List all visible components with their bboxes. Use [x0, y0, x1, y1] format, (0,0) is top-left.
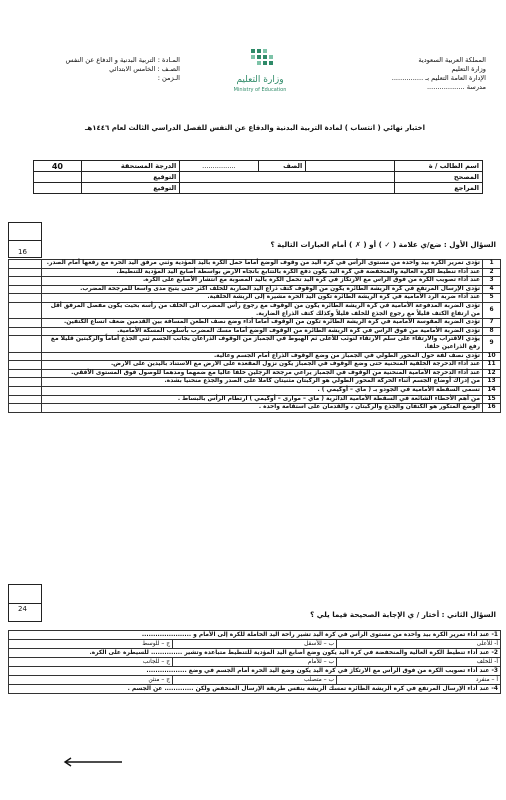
statement-row — [9, 361, 501, 370]
logo-subtext: Ministry of Education — [233, 87, 287, 93]
statement-text: من أهم الأخطاء الشائعة في السقطة الأمامية الدائرية ( ماي – موارى – أوكيمي ) ارتطام الرأس بالبساط . — [42, 395, 483, 404]
statement-row — [9, 260, 501, 269]
time-line: الـزمن : — [157, 74, 180, 82]
mcq-option[interactable]: ج – منثن — [9, 676, 173, 685]
statement-row — [9, 336, 501, 352]
reviewer-field[interactable] — [180, 183, 394, 194]
answer-cell[interactable] — [9, 386, 42, 395]
section1-score: 16 — [18, 248, 27, 256]
answer-cell[interactable] — [9, 319, 42, 328]
statement-number: 5 — [483, 294, 501, 303]
corrector-label: المصحح — [394, 172, 482, 183]
statement-text: تؤدى نصف لفة حول المحور الطولي في الجمباز من وضع الوقوف الذراع أمام الجسم وعالية. — [42, 352, 483, 361]
class-label: الصف — [258, 161, 306, 172]
header-school-info — [336, 56, 486, 92]
section2-score-box — [8, 584, 42, 622]
statement-number: 14 — [483, 386, 501, 395]
logo-text: وزارة التعليم — [236, 75, 284, 85]
header-line: المملكة العربية السعودية — [418, 56, 486, 64]
class-field[interactable]: ................ — [180, 161, 258, 172]
statement-text: الوضع المتكور هو الكتفان والجذع والركبتان ، والقدمان على استقامة واحدة . — [42, 404, 483, 413]
reviewer-label: المراجع — [394, 183, 482, 194]
corrector-signature-field[interactable] — [34, 172, 82, 183]
mcq-option[interactable]: أ- للخلف — [337, 658, 501, 667]
statement-row — [9, 404, 501, 413]
answer-cell[interactable] — [9, 352, 42, 361]
answer-cell[interactable] — [9, 294, 42, 303]
statement-row — [9, 319, 501, 328]
statement-row — [9, 285, 501, 294]
answer-cell[interactable] — [9, 369, 42, 378]
statement-text: عند أداء الدحرجة الخلفية المنحنية حتى وضع الوقوف في الجمباز يكون نزول المقعدة على الارض مع الاستناد باليدين على الارض. — [42, 361, 483, 370]
statement-number: 7 — [483, 319, 501, 328]
mcq-option[interactable]: ب – للأسفل — [173, 640, 337, 649]
mcq-options-row — [9, 640, 501, 649]
grade-line: الصـف : الخامس الابتدائي — [109, 65, 180, 73]
ministry-logo — [205, 47, 315, 97]
answer-cell[interactable] — [9, 327, 42, 336]
statement-number: 13 — [483, 378, 501, 387]
mcq-question: 3- عند أداء تصويب الكرة من فوق الرأس مع الارتكاز في كرة اليد يكون وضع اليد الحرة أمام الجسم في وضع .................. — [9, 667, 501, 676]
answer-cell[interactable] — [9, 268, 42, 277]
answer-cell[interactable] — [9, 395, 42, 404]
section2-table — [8, 630, 501, 694]
answer-cell[interactable] — [9, 404, 42, 413]
statement-number: 9 — [483, 336, 501, 352]
grade-label: الدرجة المستحقة — [81, 161, 180, 172]
section1-table — [8, 259, 501, 413]
mcq-question: 1- عند أداء تمرير الكرة بيد واحدة من مستوى الرأس في كرة اليد تشير راحة اليد الحاملة للكرة إلى الأمام و ...................... — [9, 631, 501, 640]
statement-row — [9, 277, 501, 286]
statement-number: 3 — [483, 277, 501, 286]
statement-text: تسمى السقطة الأمامية في الجودو بـ ( ماي – أوكيمي ) . — [42, 386, 483, 395]
mcq-question: 2- عند أداء تنطيط الكرة العالية والمنخفضة في كرة اليد يكون وضع أصابع اليد المؤدية للتنطيط متباعدة وتشير .............. للسيطرة على الكرة. — [9, 649, 501, 658]
student-name-field[interactable] — [306, 161, 394, 172]
section2-title: السؤال الثاني : أختار / ي الإجابة الصحيحة فيما يلي ؟ — [310, 610, 496, 619]
answer-cell[interactable] — [9, 285, 42, 294]
statement-text: يؤدي الاقتراب والارتقاء على سلم الارتقاء لنوثب للأعلى ثم الهبوط في الجمباز من الوقوف الذراعان بجانب الجسم ثني الجذع أماماً والركبتين قليلا مع رفع الذراعين خلفا. — [42, 336, 483, 352]
arrow-left-icon — [62, 757, 122, 767]
statement-number: 1 — [483, 260, 501, 269]
mcq-options-row — [9, 676, 501, 685]
statement-row — [9, 294, 501, 303]
statement-text: من إدراك أوضاع الجسم أثناء الحركة المحور الطولي هو الركبتان مثنيتان كاملا على الصدر والجذع منحنيا بشدة. — [42, 378, 483, 387]
statement-text: تؤدى تمرير الكرة بيد واحدة من مستوى الرأس في كرة اليد من وقوف الوضع أماما حمل الكرة باليد المؤدية وثني مرفق اليد الحرة مع رفعها أمام الصدر. — [42, 260, 483, 269]
student-name-label: اسم الطالب / ة — [394, 161, 482, 172]
logo-mark-icon — [247, 47, 297, 73]
statement-number: 11 — [483, 361, 501, 370]
statement-number: 10 — [483, 352, 501, 361]
header-line: الإدارة العامة التعليم بـ ............... — [391, 74, 486, 82]
statement-text: عند أداء تصويب الكرة من فوق الراس مع الارتكاز في كرة اليد تحمل الكرة باليد المصوبة مع انتشار الأصابع على الكرة. — [42, 277, 483, 286]
answer-cell[interactable] — [9, 260, 42, 269]
statement-text: تؤدى الإرسال المرتفع في كرة الريشة الطائرة يكون من الوقوف كتف ذراع اليد الضاربة للخلف اكثر حتى يتيح مدى واسعا للمرجحة المضرب. — [42, 285, 483, 294]
statement-row — [9, 268, 501, 277]
answer-cell[interactable] — [9, 277, 42, 286]
grade-value: 40 — [34, 161, 82, 172]
answer-cell[interactable] — [9, 302, 42, 318]
statement-text: عند أداء الدحرجة الأمامية المنحنية من الوقوف في الجمباز يراعي مرجحة الرجلين خلفا عاليا مع ضمهما ومدهما للوصول فوق المستوى الأفقي. — [42, 369, 483, 378]
mcq-option[interactable]: أ – منفرد — [337, 676, 501, 685]
statement-number: 6 — [483, 302, 501, 318]
mcq-question-row — [9, 631, 501, 640]
statement-number: 15 — [483, 395, 501, 404]
subject-line: المـادة : التربية البدنية و الدفاع عن النفس — [65, 56, 180, 64]
statement-text: تؤدى الضربة المقوسة الأمامية في كرة الريشة الطائرة تكون من الوقوف أماما أداء وضع نصف الطعن المسافة بين القدمين ضعف اتساع الكتفين. — [42, 319, 483, 328]
answer-cell[interactable] — [9, 336, 42, 352]
answer-cell[interactable] — [9, 361, 42, 370]
statement-number: 2 — [483, 268, 501, 277]
mcq-question: 4- عند أداء الإرسال المرتفع في كرة الريشة الطائرة تمسك الريشة بنفس طريقة الإرسال المنخفض ولكن ............. عن الجسم . — [9, 685, 501, 694]
corrector-signature-label: التوقيع — [81, 172, 180, 183]
statement-text: عند أداء ضربة الرد الأمامية في كرة الريشة الطائرة تكون اليد الحرة مشيرة إلى الريشة الخلفية. — [42, 294, 483, 303]
mcq-option[interactable]: أ- للأعلى — [337, 640, 501, 649]
statement-row — [9, 369, 501, 378]
mcq-option[interactable]: ج – للجانب — [9, 658, 173, 667]
section1-title: السؤال الأول : ضع/ي علامة ( ✓ ) أو ( ✗ ) أمام العبارات التالية ؟ — [270, 240, 496, 249]
statement-number: 16 — [483, 404, 501, 413]
mcq-options-row — [9, 658, 501, 667]
header-subject-info — [30, 56, 180, 83]
statement-row — [9, 378, 501, 387]
answer-cell[interactable] — [9, 378, 42, 387]
reviewer-signature-field[interactable] — [34, 183, 82, 194]
mcq-question-row — [9, 685, 501, 694]
statement-row — [9, 352, 501, 361]
statement-text: تؤدى الضربة المدفوعة الأمامية في كرة الريشة الطائرة يكون من الوقوف مع رجوع رأس المضرب الى الخلف من رأسه بحيث يكون مفصل المرفق أقل من ارتفاع الكتف قليلاً مع رجوع الجذع للخلف قليلاً وكذلك كتف الذراع الضاربة. — [42, 302, 483, 318]
section2-score: 24 — [18, 605, 27, 613]
mcq-option[interactable]: ج – للوسط — [9, 640, 173, 649]
corrector-field[interactable] — [180, 172, 394, 183]
mcq-option[interactable]: ب – للأمام — [173, 658, 337, 667]
statement-row — [9, 302, 501, 318]
statement-row — [9, 395, 501, 404]
statement-row — [9, 386, 501, 395]
header-line: وزارة التعليم — [451, 65, 486, 73]
statement-number: 12 — [483, 369, 501, 378]
statement-text: عند أداء تنطيط الكرة العالية والمنخفضة في كرة اليد يكون دفع الكرة بالتتابع باتجاه الارض بواسطة أصابع اليد المؤدية للتنطيط. — [42, 268, 483, 277]
mcq-option[interactable]: ب – متصلب — [173, 676, 337, 685]
reviewer-signature-label: التوقيع — [81, 183, 180, 194]
header-line: مدرسة .................. — [426, 83, 486, 91]
statement-text: تؤدى الضربة الأمامية من فوق الراس في كرة الريشة الطائرة من الوقوف الوضع أماما مسك المضرب بأسلوب المسكة الأمامية. — [42, 327, 483, 336]
mcq-question-row — [9, 649, 501, 658]
statement-number: 8 — [483, 327, 501, 336]
student-info-table — [33, 160, 483, 194]
exam-title: اختبار نهائي ( انتساب ) لمادة التربية البدنية والدفاع عن النفس للفصل الدراسي الثالث لعام ١٤٤٦هـ — [84, 124, 426, 132]
mcq-question-row — [9, 667, 501, 676]
statement-row — [9, 327, 501, 336]
statement-number: 4 — [483, 285, 501, 294]
